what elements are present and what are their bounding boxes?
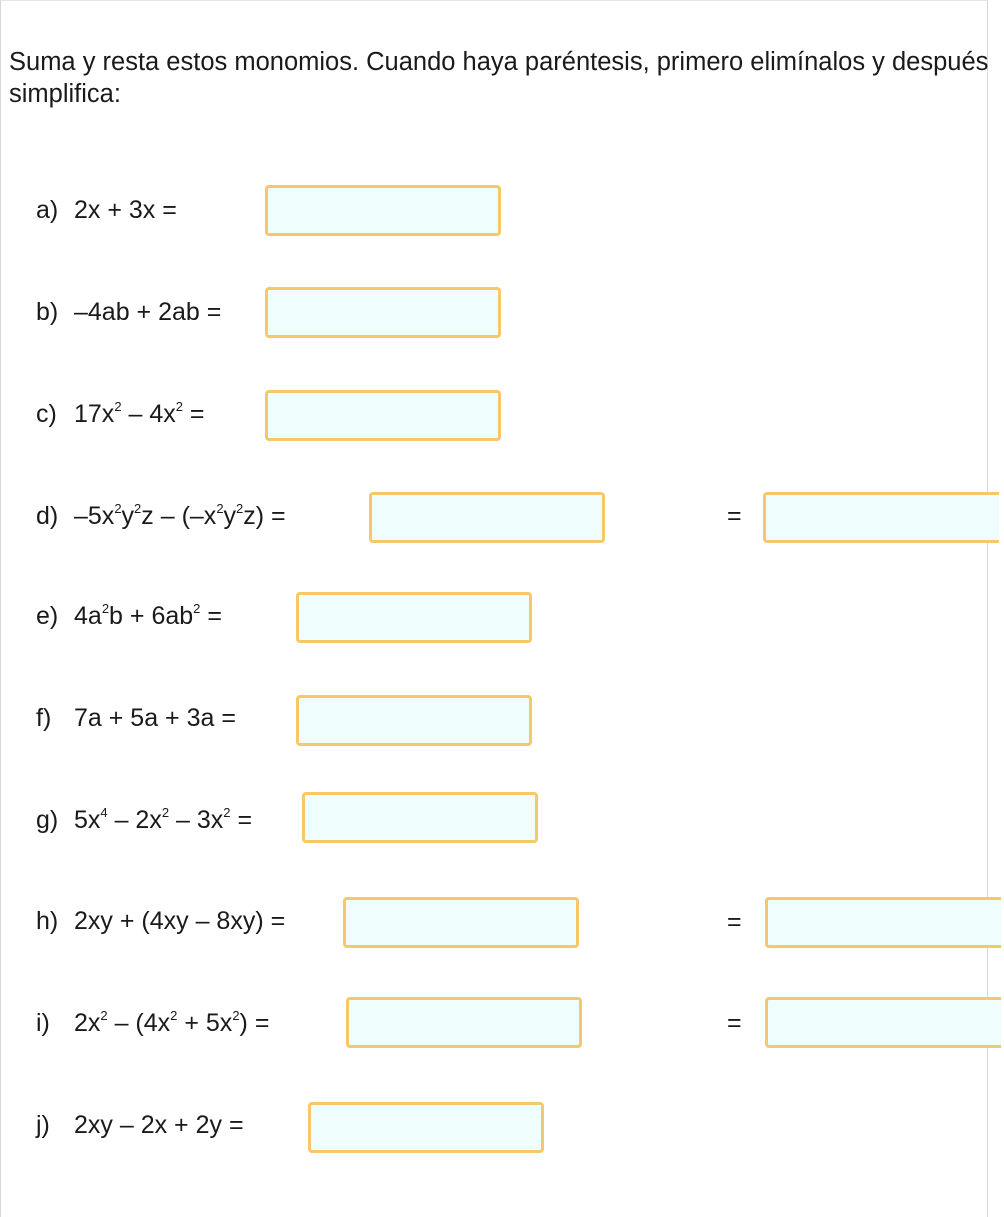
expression-part: z) = — [243, 502, 286, 530]
answer-a-input[interactable] — [265, 185, 501, 236]
exercise-b — [36, 297, 221, 327]
expression-part: 2x — [74, 1009, 101, 1037]
exercise-i — [36, 1008, 269, 1038]
answer-f-input[interactable] — [296, 695, 532, 746]
exercise-a — [36, 195, 177, 225]
expression-part: – (4x — [107, 1009, 171, 1037]
expression-part: y — [121, 502, 135, 530]
exponent: 2 — [100, 1007, 108, 1023]
exercise-letter: f) — [36, 704, 52, 732]
exercise-letter: j) — [36, 1111, 50, 1139]
answer-i-step2-input[interactable] — [765, 997, 1001, 1048]
answer-d-step2-input[interactable] — [763, 492, 999, 543]
expression-part: b + 6ab — [109, 602, 194, 630]
exercise-g — [36, 805, 252, 835]
exponent: 2 — [216, 500, 224, 516]
answer-j-input[interactable] — [308, 1102, 544, 1153]
answer-i-step1-input[interactable] — [346, 997, 582, 1048]
instructions-text: Suma y resta estos monomios. Cuando haya paréntesis, primero elimínalos y después simplifica: — [9, 48, 989, 108]
expression-part: z – (–x — [141, 502, 217, 530]
expression-part: = — [200, 602, 222, 630]
exponent: 2 — [114, 500, 122, 516]
expression-part: 17x — [74, 400, 115, 428]
exercise-d — [36, 501, 286, 531]
exercise-letter: c) — [36, 400, 57, 428]
exercise-letter: b) — [36, 298, 59, 326]
expression-part: = — [182, 400, 205, 428]
expression: –4ab + 2ab = — [74, 298, 222, 326]
exercise-h — [36, 906, 285, 936]
expression: 7a + 5a + 3a = — [74, 704, 236, 732]
exercise-letter: e) — [36, 602, 59, 630]
answer-h-step2-input[interactable] — [765, 897, 1001, 948]
expression-part: –5x — [74, 502, 115, 530]
answer-c-input[interactable] — [265, 390, 501, 441]
equals-sign: = — [727, 502, 742, 530]
expression-part: – 2x — [107, 806, 162, 834]
equals-sign: = — [727, 908, 742, 936]
exercise-f — [36, 703, 236, 733]
expression-part: = — [230, 806, 253, 834]
exponent: 2 — [236, 500, 244, 516]
answer-h-step1-input[interactable] — [343, 897, 579, 948]
exercise-j — [36, 1110, 244, 1140]
expression-part: y — [223, 502, 237, 530]
exponent: 2 — [223, 804, 231, 820]
exponent: 2 — [161, 804, 170, 820]
expression-part: – 4x — [121, 400, 176, 428]
exponent: 2 — [134, 500, 142, 516]
exercise-letter: i) — [36, 1009, 50, 1037]
exponent: 2 — [101, 600, 110, 616]
answer-b-input[interactable] — [265, 287, 501, 338]
expression: 2x + 3x = — [74, 196, 177, 224]
exercise-c — [36, 399, 205, 429]
answer-d-step1-input[interactable] — [369, 492, 605, 543]
answer-e-input[interactable] — [296, 592, 532, 643]
exponent: 2 — [193, 600, 201, 616]
exponent: 2 — [170, 1007, 178, 1023]
exercise-letter: a) — [36, 196, 59, 224]
exercise-letter: h) — [36, 907, 59, 935]
expression-part: 5x — [74, 806, 101, 834]
exercise-letter: d) — [36, 502, 59, 530]
expression-part: – 3x — [169, 806, 224, 834]
expression: 2xy – 2x + 2y = — [74, 1111, 244, 1139]
exercise-letter: g) — [36, 806, 59, 834]
expression-part: + 5x — [177, 1009, 233, 1037]
exercise-e — [36, 601, 222, 631]
exponent: 2 — [232, 1007, 240, 1023]
expression: 2xy + (4xy – 8xy) = — [74, 907, 286, 935]
expression-part: ) = — [239, 1009, 270, 1037]
exponent: 4 — [100, 804, 108, 820]
exponent: 2 — [175, 398, 183, 414]
expression-part: 4a — [74, 602, 102, 630]
answer-g-input[interactable] — [302, 792, 538, 843]
exponent: 2 — [114, 398, 122, 414]
equals-sign: = — [727, 1009, 742, 1037]
